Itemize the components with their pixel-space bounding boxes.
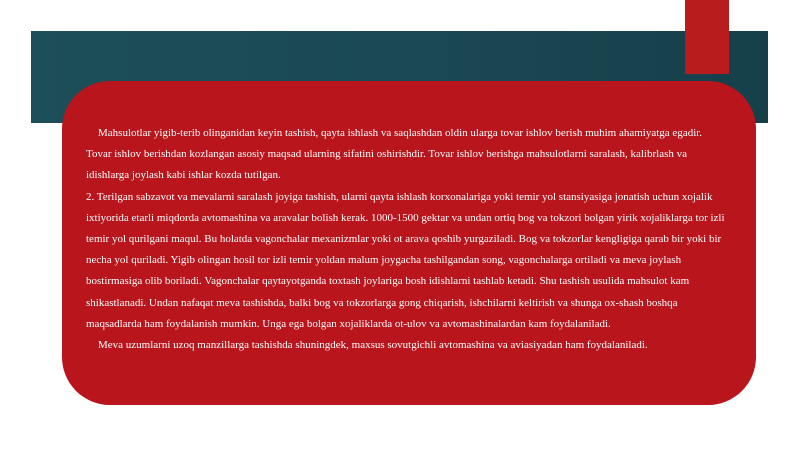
paragraph-intro: Mahsulotlar yigib-terib olinganidan keyin tashish, qayta ishlash va saqlashdan oldin ularga tovar ishlov berish muhim ahamiyatga egadir. Tovar ishlov berishdan kozlangan asosiy maqsad ularning sifatini oshirishdir. Tovar ishlov berishga mahsulotlarni saralash, kalibrlash va idishlarga joylash kabi ishlar kozda tutilgan.: [86, 127, 703, 182]
content-card: [62, 81, 756, 405]
accent-tab: [685, 0, 729, 74]
paragraph-transport: 2. Terilgan sabzavot va mevalarni saralash joyiga tashish, ularni qayta ishlash korxonalariga yoki temir yol stansiyasiga jonatish uchun xojalik ixtiyorida etarli miqdorda avtomashina va aravalar bolish kerak. 1000-1500 gektar va undan ortiq bog va tokzori bolgan yirik xojaliklarga tor izli temir yol qurilgani maqul. Bu holatda vagonchalar mexanizmlar yoki ot arava qoshib yurgaziladi. Bog va tokzorlar kengligiga qarab bir yoki bir necha yol quriladi. Yigib olingan hosil tor izli temir yoldan malum joygacha tashilgandan song, vagonchalarga ortiladi va meva joylash bostirmasiga olib boriladi. Vagonchalar qaytayotganda toxtash joylariga bosh idishlarni tashlab ketadi. Shu tashish usulida mahsulot kam shikastlanadi. Undan nafaqat meva tashishda, balki bog va tokzorlarga gong chiqarish, ishchilarni keltirish va shunga ox-shash boshqa maqsadlarda ham foydalanish mumkin. Unga ega bolgan xojaliklarda ot-ulov va avtomashinalardan kam foydalaniladi.: [86, 190, 725, 330]
paragraph-long-distance: Meva uzumlarni uzoq manzillarga tashishda shuningdek, maxsus sovutgichli avtomashina va aviasiyadan ham foydalaniladi.: [98, 339, 648, 352]
